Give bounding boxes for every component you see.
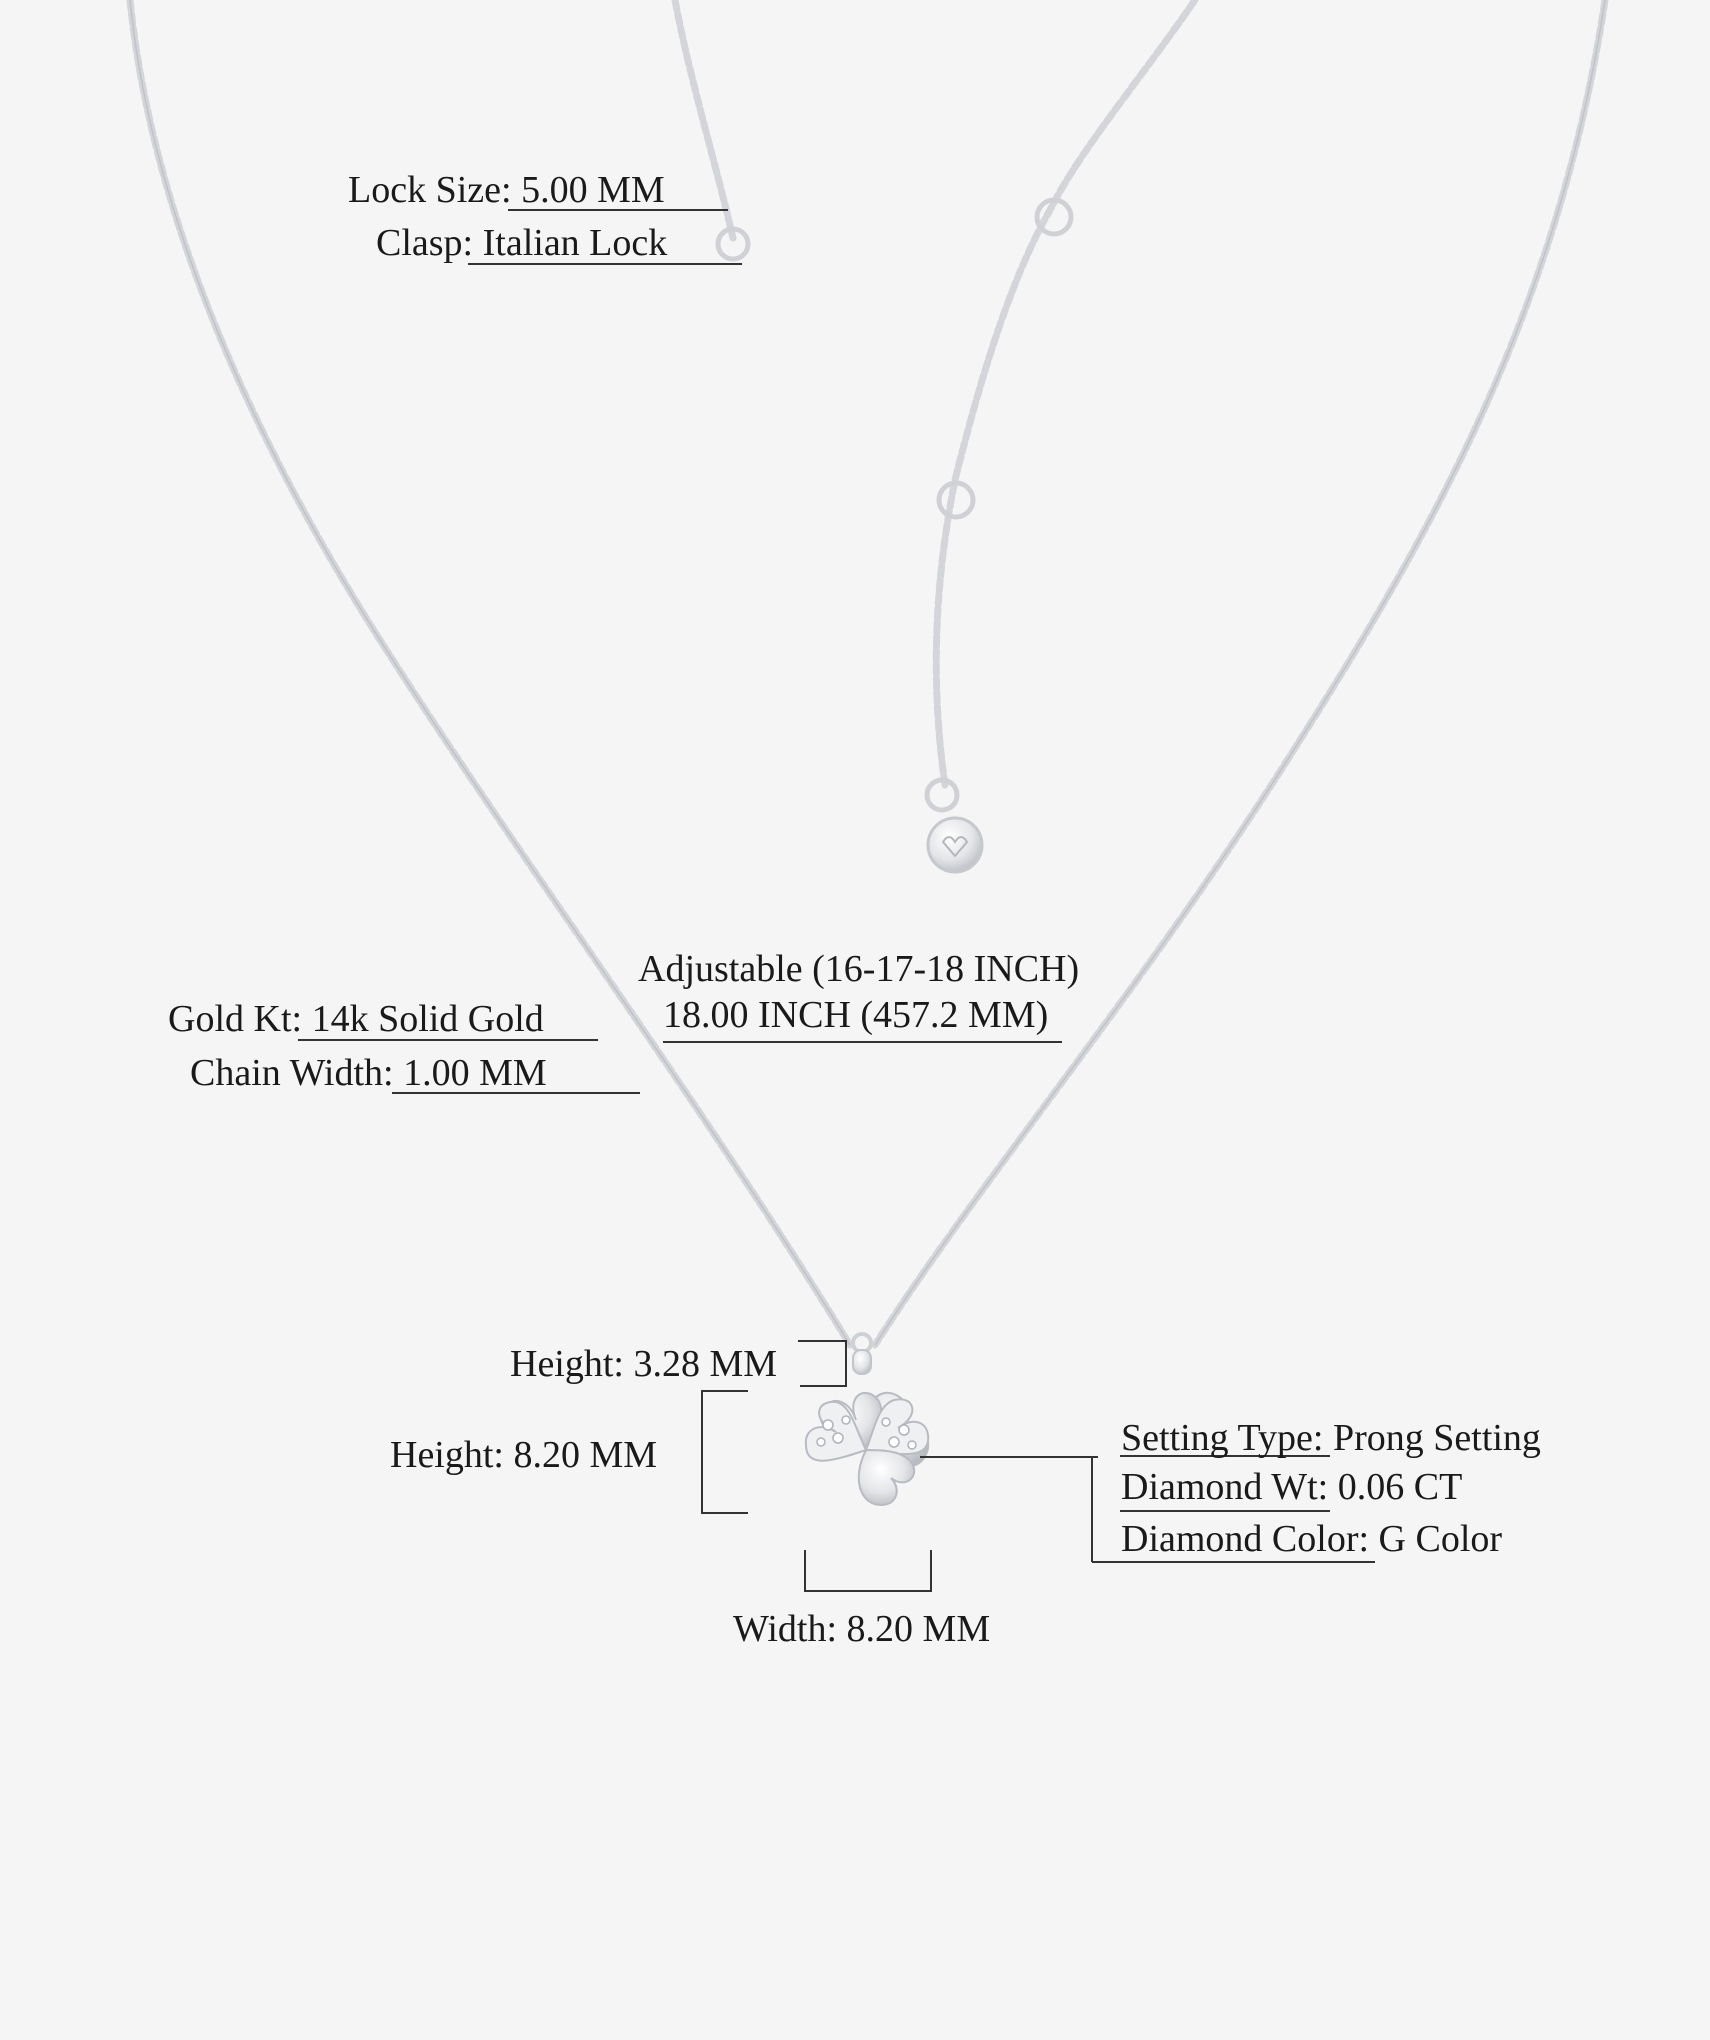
lock-size-value: 5.00 MM [521,169,665,211]
setting-type-value: Prong Setting [1332,1417,1541,1459]
chain-width-label: Chain Width: [190,1052,394,1094]
lock-size-label: Lock Size: [348,169,512,211]
adjustable-length: Adjustable (16-17-18 INCH) [638,948,1080,990]
diamond-wt-label: Diamond Wt: [1121,1466,1329,1508]
diamond-wt-value: 0.06 CT [1337,1466,1463,1508]
four-leaf-clover-icon [806,1393,928,1505]
heart-tag-icon [928,818,982,872]
pendant-width-value: 8.20 MM [846,1608,991,1650]
bail-height-spec [510,1345,777,1383]
clasp-value: Italian Lock [482,222,668,264]
clasp-spec [376,224,667,262]
pendant-height-spec [390,1436,657,1474]
clasp-label: Clasp: [376,222,474,264]
setting-type-spec [1121,1419,1541,1457]
lock-size-spec [348,171,665,209]
extender-chain [936,0,1195,785]
setting-type-label: Setting Type: [1121,1417,1324,1459]
chain-length: 18.00 INCH (457.2 MM) [663,994,1049,1036]
gold-kt-label: Gold Kt: [168,998,303,1040]
chain-width-value: 1.00 MM [403,1052,547,1094]
pendant-width-spec [733,1610,990,1648]
diamond-color-label: Diamond Color: [1121,1518,1370,1560]
diamond-color-value: G Color [1378,1518,1503,1560]
pendant-height-value: 8.20 MM [513,1434,658,1476]
pendant-height-label: Height: [390,1434,504,1476]
chain-clasp-end [675,0,733,238]
bail-height-value: 3.28 MM [633,1343,778,1385]
bail-height-label: Height: [510,1343,624,1385]
diamond-color-spec [1121,1520,1502,1558]
diamond-wt-spec [1121,1468,1462,1506]
chain-right-strand [875,0,1605,1345]
pendant-bail [853,1334,871,1374]
gold-kt-spec [168,1000,544,1038]
chain-width-spec [190,1054,547,1092]
gold-kt-value: 14k Solid Gold [311,998,544,1040]
leader-lines [298,210,1375,1591]
pendant-width-label: Width: [733,1608,838,1650]
